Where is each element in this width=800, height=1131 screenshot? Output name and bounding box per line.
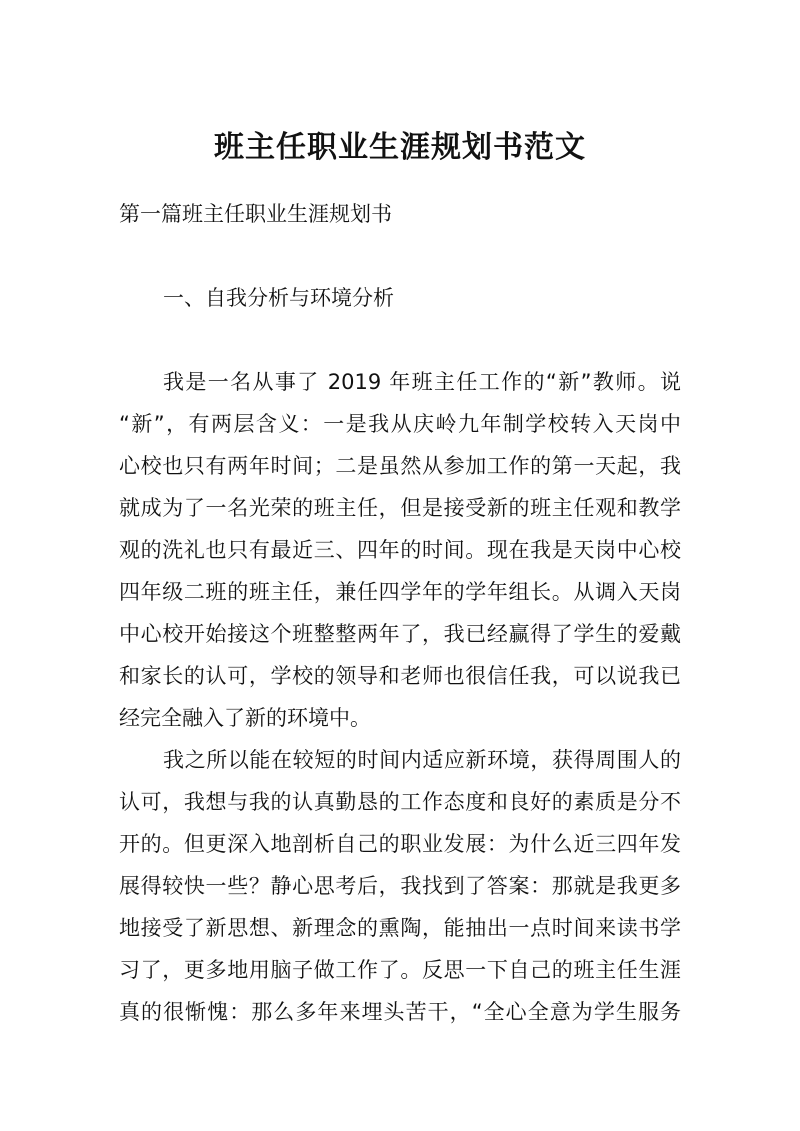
paragraph-1-line: 心校也只有两年时间；二是虽然从参加工作的第一天起，我 (119, 454, 681, 478)
paragraph-1-line: “新”，有两层含义：一是我从庆岭九年制学校转入天岗中 (119, 412, 681, 436)
paragraph-2-line: 展得较快一些？静心思考后，我找到了答案：那就是我更多 (119, 874, 681, 898)
paragraph-2-line: 开的。但更深入地剖析自己的职业发展：为什么近三四年发 (119, 832, 681, 856)
paragraph-1-line: 四年级二班的班主任，兼任四学年的学年组长。从调入天岗 (119, 580, 681, 604)
paragraph-1-line: 我是一名从事了 2019 年班主任工作的“新”教师。说 (163, 370, 681, 394)
paragraph-1-line: 观的洗礼也只有最近三、四年的时间。现在我是天岗中心校 (119, 538, 681, 562)
paragraph-1-line: 中心校开始接这个班整整两年了，我已经赢得了学生的爱戴 (119, 622, 681, 646)
paragraph-1-line: 就成为了一名光荣的班主任，但是接受新的班主任观和教学 (119, 496, 681, 520)
paragraph-1-line: 经完全融入了新的环境中。 (119, 706, 371, 730)
paragraph-2-line: 真的很惭愧：那么多年来埋头苦干，“全心全意为学生服务 (119, 1000, 681, 1024)
paragraph-2-line: 我之所以能在较短的时间内适应新环境，获得周围人的 (163, 748, 681, 772)
paragraph-2-line: 习了，更多地用脑子做工作了。反思一下自己的班主任生涯 (119, 958, 681, 982)
paragraph-1-line: 和家长的认可，学校的领导和老师也很信任我，可以说我已 (119, 664, 681, 688)
paragraph-2-line: 认可，我想与我的认真勤恳的工作态度和良好的素质是分不 (119, 790, 681, 814)
section-heading: 一、自我分析与环境分析 (163, 286, 394, 310)
document-title: 班主任职业生涯规划书范文 (214, 130, 586, 165)
paragraph-2-line: 地接受了新思想、新理念的熏陶，能抽出一点时间来读书学 (119, 916, 681, 940)
document-subtitle: 第一篇班主任职业生涯规划书 (119, 202, 392, 226)
